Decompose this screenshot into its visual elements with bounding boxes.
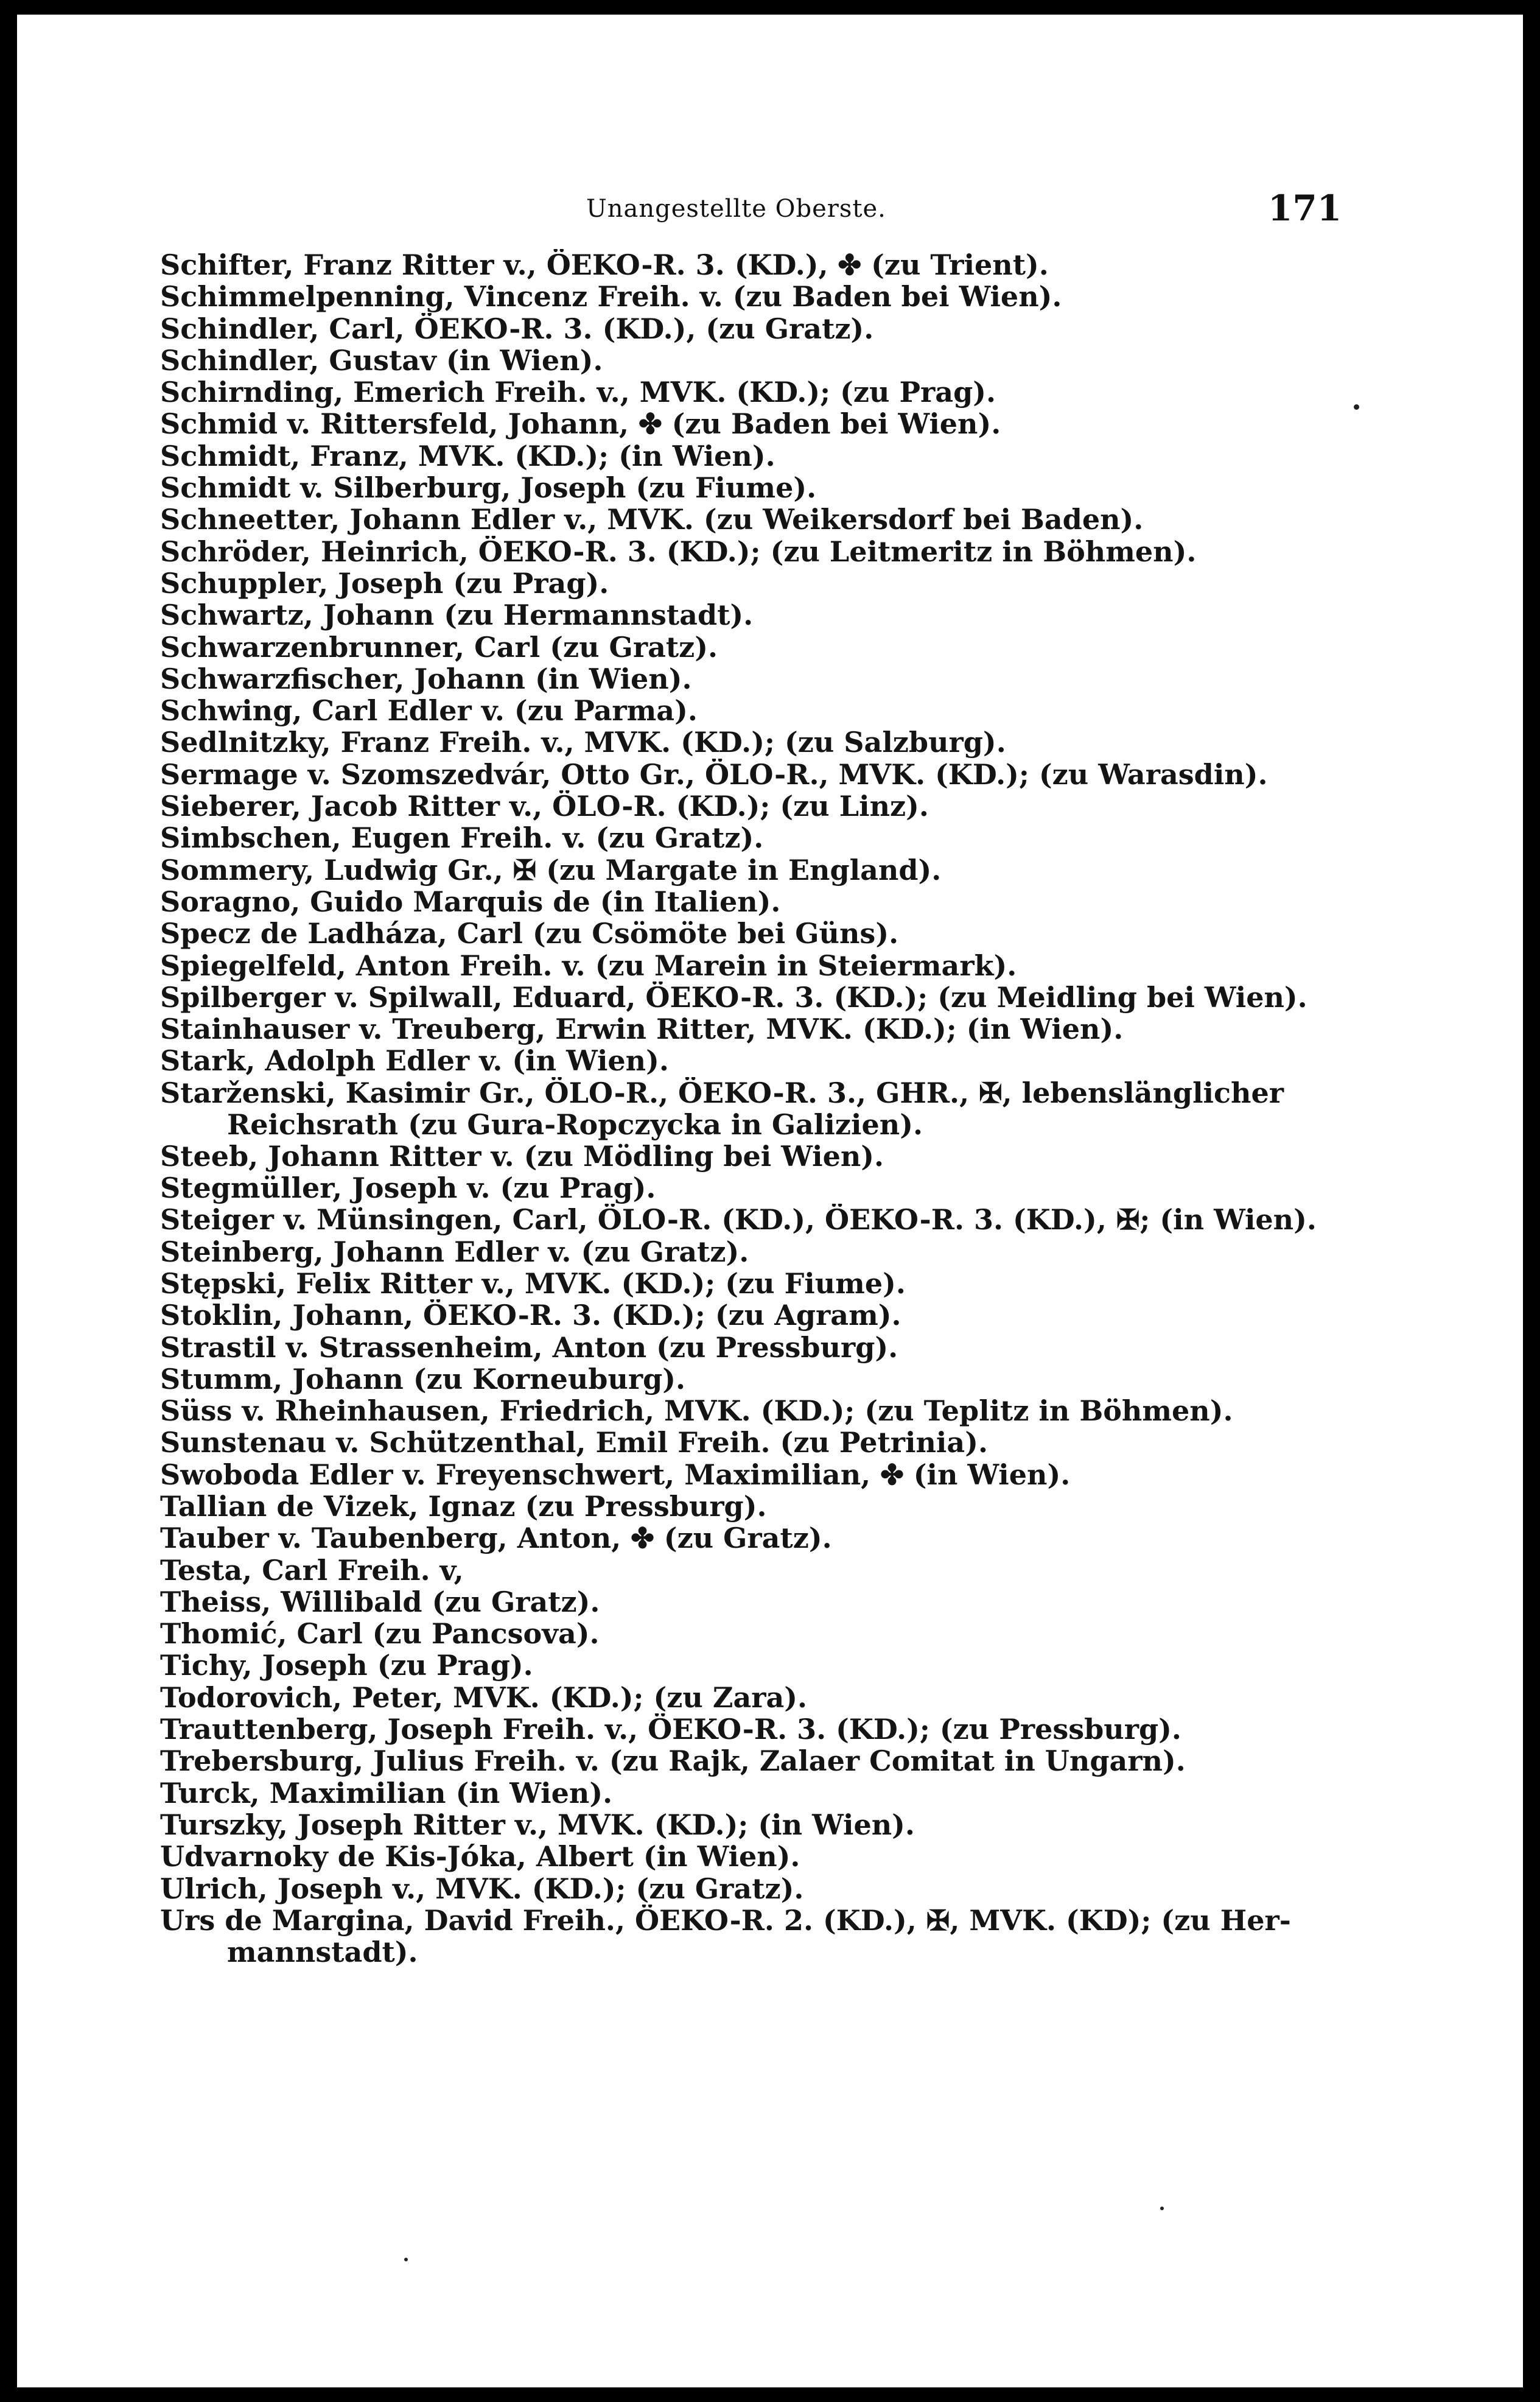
entry-text: Stark, Adolph Edler v. (in Wien). xyxy=(160,1045,669,1077)
entry-text: Swoboda Edler v. Freyenschwert, Maximilian, ✤ (in Wien). xyxy=(160,1458,1071,1491)
list-item xyxy=(160,1554,1329,1586)
entry-text: Theiss, Willibald (zu Gratz). xyxy=(160,1586,600,1618)
entry-text: Specz de Ladháza, Carl (zu Csömöte bei Güns). xyxy=(160,918,899,950)
page-number: 171 xyxy=(1268,188,1342,229)
entry-text: Trauttenberg, Joseph Freih. v., ÖEKO-R. 3. (KD.); (zu Pressburg). xyxy=(160,1713,1181,1746)
list-item xyxy=(160,1873,1329,1905)
entry-text: Schmid v. Rittersfeld, Johann, ✤ (zu Baden bei Wien). xyxy=(160,408,1001,440)
list-item xyxy=(160,790,1329,822)
list-item xyxy=(160,1713,1329,1745)
entry-text: Todorovich, Peter, MVK. (KD.); (zu Zara). xyxy=(160,1681,808,1714)
list-item xyxy=(160,1204,1329,1235)
list-item xyxy=(160,1491,1329,1522)
list-item xyxy=(160,663,1329,695)
entry-text: Sommery, Ludwig Gr., ✠ (zu Margate in England). xyxy=(160,854,942,886)
list-item xyxy=(160,1045,1329,1076)
list-item xyxy=(160,249,1329,281)
list-item xyxy=(160,1363,1329,1395)
entry-text: Schifter, Franz Ritter v., ÖEKO-R. 3. (KD.), ✤ (zu Trient). xyxy=(160,249,1049,281)
entry-text: Soragno, Guido Marquis de (in Italien). xyxy=(160,885,781,918)
list-item xyxy=(160,1268,1329,1299)
list-item xyxy=(160,1649,1329,1681)
list-item xyxy=(160,950,1329,982)
entry-text: Süss v. Rheinhausen, Friedrich, MVK. (KD.); (zu Teplitz in Böhmen). xyxy=(160,1395,1233,1427)
list-item xyxy=(160,822,1329,854)
list-item xyxy=(160,726,1329,758)
list-item xyxy=(160,536,1329,567)
list-item xyxy=(160,1905,1329,1968)
entry-text: Sieberer, Jacob Ritter v., ÖLO-R. (KD.); (zu Linz). xyxy=(160,790,929,823)
list-item xyxy=(160,504,1329,535)
entry-text: Steeb, Johann Ritter v. (zu Mödling bei Wien). xyxy=(160,1140,884,1173)
entry-continuation: Reichsrath (zu Gura-Ropczycka in Galizien). xyxy=(227,1108,923,1140)
list-item xyxy=(160,1236,1329,1268)
entry-text: Schröder, Heinrich, ÖEKO-R. 3. (KD.); (zu Leitmeritz in Böhmen). xyxy=(160,535,1197,567)
entry-list xyxy=(160,249,1329,1968)
entry-text: Schindler, Gustav (in Wien). xyxy=(160,344,603,377)
entry-text: Sedlnitzky, Franz Freih. v., MVK. (KD.); (zu Salzburg). xyxy=(160,726,1006,759)
list-item xyxy=(160,281,1329,312)
list-item xyxy=(160,1841,1329,1872)
entry-text: Steiger v. Münsingen, Carl, ÖLO-R. (KD.), ÖEKO-R. 3. (KD.), ✠; (in Wien). xyxy=(160,1204,1317,1236)
list-item xyxy=(160,631,1329,663)
entry-text: Stumm, Johann (zu Korneuburg). xyxy=(160,1363,686,1396)
list-item xyxy=(160,1809,1329,1841)
entry-text: Sermage v. Szomszedvár, Otto Gr., ÖLO-R., MVK. (KD.); (zu Warasdin). xyxy=(160,758,1268,791)
list-item xyxy=(160,918,1329,949)
list-item xyxy=(160,376,1329,408)
list-item xyxy=(160,599,1329,631)
list-item xyxy=(160,854,1329,886)
document-page xyxy=(17,15,1523,2387)
list-item xyxy=(160,759,1329,790)
list-item xyxy=(160,440,1329,472)
entry-text: Stegmüller, Joseph v. (zu Prag). xyxy=(160,1172,656,1204)
entry-text: Ulrich, Joseph v., MVK. (KD.); (zu Gratz). xyxy=(160,1872,804,1905)
entry-text: Testa, Carl Freih. v, xyxy=(160,1554,464,1586)
list-item xyxy=(160,886,1329,918)
list-item xyxy=(160,1459,1329,1491)
list-item xyxy=(160,567,1329,599)
list-item xyxy=(160,1618,1329,1649)
entry-text: Schwarzfischer, Johann (in Wien). xyxy=(160,662,692,695)
entry-text: Trebersburg, Julius Freih. v. (zu Rajk, Zalaer Comitat in Ungarn). xyxy=(160,1745,1186,1777)
entry-text: Stępski, Felix Ritter v., MVK. (KD.); (zu Fiume). xyxy=(160,1267,906,1300)
list-item xyxy=(160,345,1329,376)
entry-text: Schindler, Carl, ÖEKO-R. 3. (KD.), (zu Gratz). xyxy=(160,312,874,345)
entry-continuation: mannstadt). xyxy=(227,1935,418,1968)
entry-text: Urs de Margina, David Freih., ÖEKO-R. 2. (KD.), ✠, MVK. (KD); (zu Her- xyxy=(160,1904,1291,1937)
entry-text: Schirnding, Emerich Freih. v., MVK. (KD.); (zu Prag). xyxy=(160,376,996,409)
entry-text: Spilberger v. Spilwall, Eduard, ÖEKO-R. 3. (KD.); (zu Meidling bei Wien). xyxy=(160,981,1307,1014)
entry-text: Starženski, Kasimir Gr., ÖLO-R., ÖEKO-R. 3., GHR., ✠, lebenslänglicher xyxy=(160,1076,1284,1109)
speck-mark xyxy=(404,2258,408,2261)
list-item xyxy=(160,1395,1329,1427)
list-item xyxy=(160,1077,1329,1140)
entry-text: Tallian de Vizek, Ignaz (zu Pressburg). xyxy=(160,1490,767,1523)
entry-text: Schwarzenbrunner, Carl (zu Gratz). xyxy=(160,631,718,663)
list-item xyxy=(160,695,1329,726)
entry-text: Simbschen, Eugen Freih. v. (zu Gratz). xyxy=(160,822,764,854)
entry-text: Tauber v. Taubenberg, Anton, ✤ (zu Gratz). xyxy=(160,1522,832,1554)
entry-text: Sunstenau v. Schützenthal, Emil Freih. (zu Petrinia). xyxy=(160,1427,988,1459)
entry-text: Strastil v. Strassenheim, Anton (zu Pressburg). xyxy=(160,1331,898,1363)
speck-mark xyxy=(1160,2207,1164,2210)
entry-text: Udvarnoky de Kis-Jóka, Albert (in Wien). xyxy=(160,1841,800,1873)
entry-text: Schwartz, Johann (zu Hermannstadt). xyxy=(160,599,754,631)
entry-text: Turszky, Joseph Ritter v., MVK. (KD.); (in Wien). xyxy=(160,1808,915,1841)
entry-text: Spiegelfeld, Anton Freih. v. (zu Marein in Steiermark). xyxy=(160,949,1017,982)
list-item xyxy=(160,1140,1329,1172)
entry-text: Thomić, Carl (zu Pancsova). xyxy=(160,1618,600,1650)
list-item xyxy=(160,1172,1329,1204)
list-item xyxy=(160,1332,1329,1363)
entry-text: Schneetter, Johann Edler v., MVK. (zu Weikersdorf bei Baden). xyxy=(160,504,1144,536)
list-item xyxy=(160,1013,1329,1045)
running-header: Unangestellte Oberste. xyxy=(586,195,886,223)
entry-text: Turck, Maximilian (in Wien). xyxy=(160,1777,613,1809)
entry-text: Stoklin, Johann, ÖEKO-R. 3. (KD.); (zu Agram). xyxy=(160,1299,901,1332)
list-item xyxy=(160,1745,1329,1777)
entry-text: Steinberg, Johann Edler v. (zu Gratz). xyxy=(160,1235,749,1268)
list-item xyxy=(160,1777,1329,1809)
entry-text: Schwing, Carl Edler v. (zu Parma). xyxy=(160,695,698,727)
speck-mark xyxy=(1354,404,1359,410)
list-item xyxy=(160,982,1329,1013)
entry-text: Tichy, Joseph (zu Prag). xyxy=(160,1649,533,1682)
entry-text: Schmidt, Franz, MVK. (KD.); (in Wien). xyxy=(160,440,775,472)
entry-text: Schimmelpenning, Vincenz Freih. v. (zu Baden bei Wien). xyxy=(160,281,1062,313)
list-item xyxy=(160,472,1329,504)
entry-text: Schuppler, Joseph (zu Prag). xyxy=(160,567,609,600)
entry-text: Stainhauser v. Treuberg, Erwin Ritter, MVK. (KD.); (in Wien). xyxy=(160,1013,1124,1045)
list-item xyxy=(160,313,1329,345)
list-item xyxy=(160,1586,1329,1618)
list-item xyxy=(160,1522,1329,1554)
list-item xyxy=(160,1299,1329,1331)
list-item xyxy=(160,408,1329,440)
list-item xyxy=(160,1427,1329,1458)
entry-text: Schmidt v. Silberburg, Joseph (zu Fiume). xyxy=(160,472,817,504)
list-item xyxy=(160,1682,1329,1713)
